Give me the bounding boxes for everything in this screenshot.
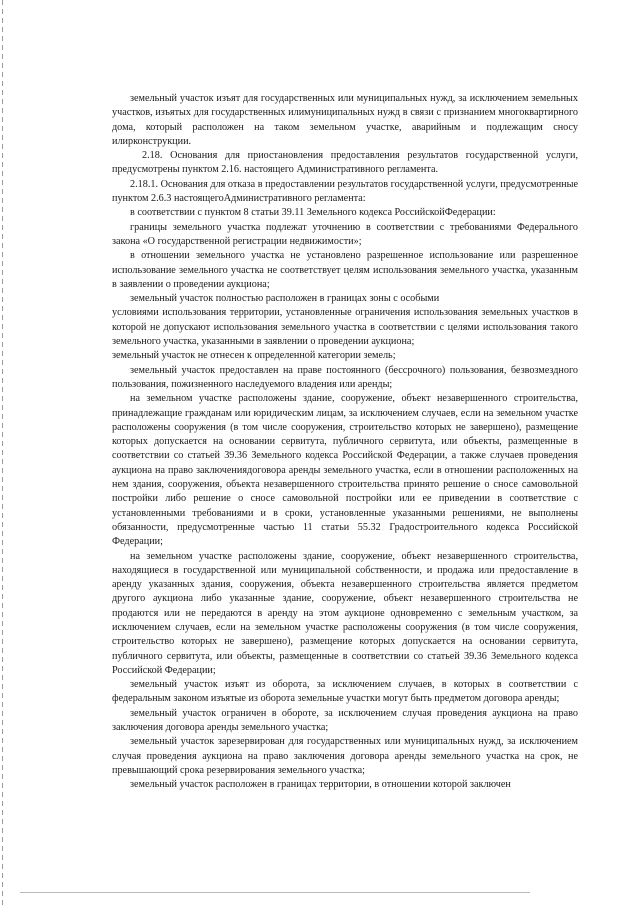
- paragraph-buildings-private: на земельном участке расположены здание, сооружение, объект незавершенного строительства, принадлежащие гражданам или юридическим лицам, за исключением случаев, если на земельном участке расположены сооружения (в том числе сооружения, строительство которых не завершено), размещение которых допускается на основании сервитута, публичного сервитута, или объекты, размещенные в соответствии со статьей 39.36 Земельного кодекса Российской Федерации, а также случаев проведения аукциона на право заключениядоговора аренды земельного участка, если в отношении расположенных на нем здания, сооружения, объекта незавершенного строительства принято решение о сносе самовольной постройки либо решение о сносе самовольной постройки или ее приведении в соответствие с установленными требованиями и в сроки, установленные указанными решениями, не выполнены обязанности, предусмотренные частью 11 статьи 55.32 Градостроительного кодекса Российской Федерации;: [112, 393, 578, 548]
- paragraph-permitted-use: в отношении земельного участка не установлено разрешенное использование или разрешенное использование земельного участка не соответствует целям использования земельного участка, указанным в заявлении о проведении аукциона;: [112, 250, 578, 290]
- paragraph-land-category: земельный участок не отнесен к определенной категории земель;: [112, 350, 396, 362]
- paragraph-special-zone-cont: условиями использования территории, установленные ограничения использования земельных участков в которой не допускают использования земельного участка в соответствии с целями использования такого земельного участка, указанными в заявлении о проведении аукциона;: [112, 307, 578, 348]
- paragraph-2-18: 2.18. Основания для приостановления предоставления результатов государственной услуги, предусмотрены пунктом 2.16. настоящего Административного регламента.: [112, 150, 578, 176]
- document-body: [112, 92, 578, 793]
- paragraph-seizure: земельный участок изъят для государственных или муниципальных нужд, за исключением земельных участков, изъятых для государственных илимуниципальных нужд в связи с признанием многоквартирного дома, который расположен на таком земельном участке, аварийным и подлежащим сносу илирконструкции.: [112, 93, 578, 147]
- scan-bottom-line: [20, 892, 530, 893]
- paragraph-special-zone: земельный участок полностью расположен в границах зоны с особыми: [130, 293, 440, 305]
- paragraph-restricted: земельный участок ограничен в обороте, за исключением случая проведения аукциона на право заключения договора аренды земельного участка;: [112, 707, 578, 734]
- paragraph-buildings-state: на земельном участке расположены здание, сооружение, объект незавершенного строительства, находящиеся в государственной или муниципальной собственности, и продажа или предоставление в аренду указанных здания, сооружения, объекта незавершенного строительства является предметом другого аукциона либо указанные здание, сооружение, объект незавершенного строительства не продаются или не передаются в аренду на этом аукционе одновременно с земельным участком, за исключением случаев, если на земельном участке расположены сооружения (в том числе сооружения, строительство которых не завершено), размещение которых допускается на основании сервитута, публичного сервитута, или объекты, размещенные в соответствии со статьей 39.36 Земельного кодекса Российской Федерации;: [112, 550, 578, 676]
- paragraph-reserved: земельный участок зарезервирован для государственных или муниципальных нужд, за исключением случая проведения аукциона на право заключения договора аренды земельного участка на срок, не превышающий срока резервирования земельного участка;: [112, 736, 578, 776]
- paragraph-territory: земельный участок расположен в границах территории, в отношении которой заключен: [130, 779, 511, 791]
- paragraph-2-18-1: 2.18.1. Основания для отказа в предоставлении результатов государственной услуги, предусмотренные пунктом 2.6.3 настоящегоАдминистративного регламента:: [112, 178, 578, 205]
- paragraph-article-39-11: в соответствии с пунктом 8 статьи 39.11 Земельного кодекса РоссийскойФедерации:: [130, 207, 496, 219]
- scan-left-edge: [2, 0, 3, 905]
- paragraph-granted-right: земельный участок предоставлен на праве постоянного (бессрочного) пользования, безвозмездного пользования, пожизненного наследуемого владения или аренды;: [112, 364, 578, 390]
- paragraph-boundaries: границы земельного участка подлежат уточнению в соответствии с требованиями Федерального закона «О государственной регистрации недвижимости»;: [112, 221, 578, 247]
- paragraph-withdrawn: земельный участок изъят из оборота, за исключением случаев, в которых в соответствии с федеральным законом изъятые из оборота земельные участки могут быть предметом договора аренды;: [112, 679, 578, 705]
